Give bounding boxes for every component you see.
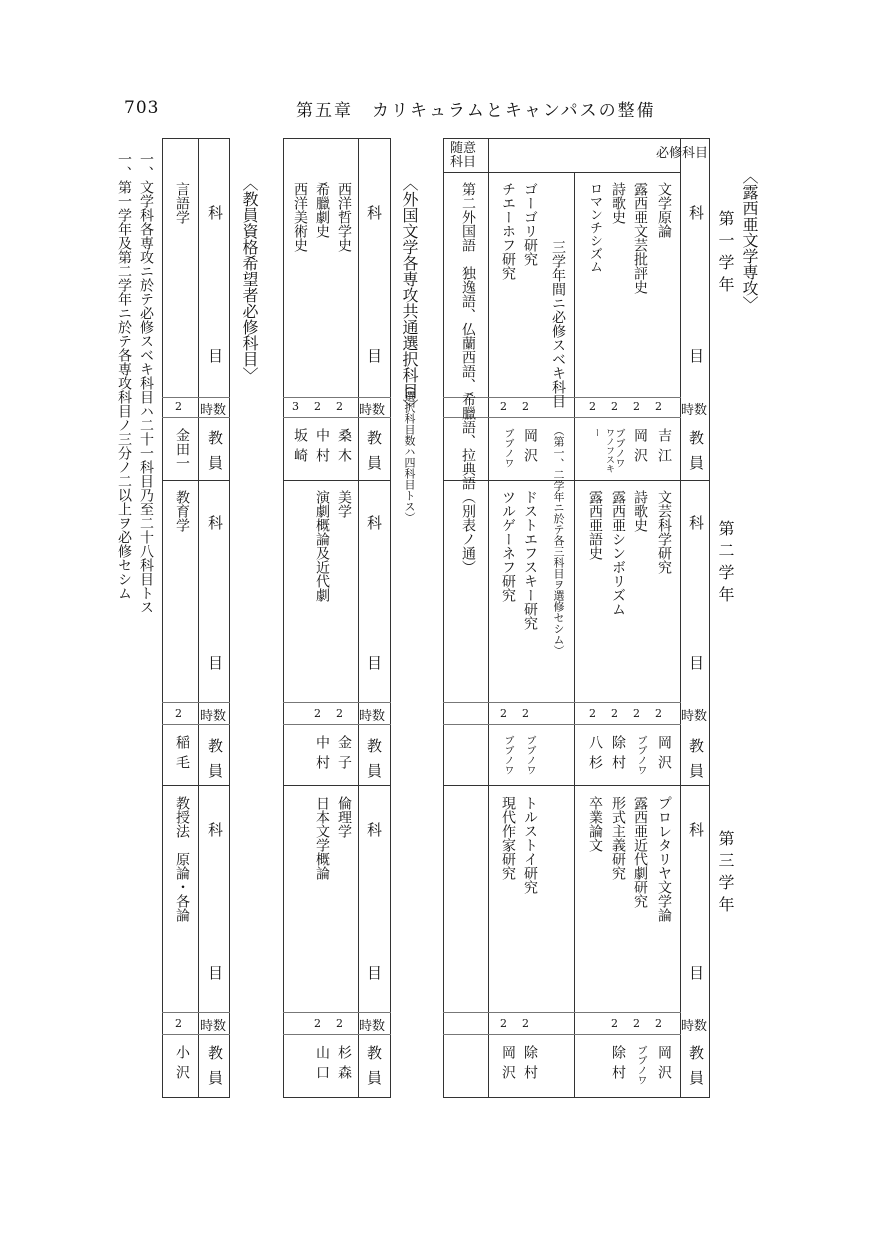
hours: 2 [175, 400, 182, 413]
teacher: 稲毛 [174, 735, 190, 775]
subject: チエーホフ研究 [500, 182, 516, 280]
col-subject-b: 目 [365, 348, 383, 363]
col-teacher-b: 員 [206, 763, 224, 778]
subject: 露西亜文芸批評史 [632, 182, 648, 294]
col-subject-a: 科 [687, 822, 705, 837]
category-elective: 随意科目 [450, 141, 477, 170]
year1-header: 第一学年 [716, 210, 735, 298]
teacher: ブブノワ [613, 428, 624, 468]
year2-header: 第二学年 [716, 520, 735, 608]
mid-note: 三学年間ニ必修スベキ科目 [550, 240, 566, 408]
col-teacher-a: 教 [365, 1045, 383, 1060]
teacher: 山口 [314, 1045, 330, 1085]
section2-title: 〈外国文学各専攻共通選択科目〉 [400, 175, 419, 415]
subject: プロレタリヤ文学論 [656, 796, 672, 922]
teacher: ブブノワ [635, 1045, 646, 1085]
subject: 現代作家研究 [500, 796, 516, 880]
col-teacher-b: 員 [206, 455, 224, 470]
col-subject-b: 目 [206, 655, 224, 670]
hours: 2 [655, 1017, 662, 1030]
hours: 2 [175, 1017, 182, 1030]
subject: 詩歌史 [610, 182, 626, 224]
hours: 2 [655, 400, 662, 413]
col-subject-a: 科 [687, 205, 705, 220]
teacher: 岡沢 [500, 1045, 516, 1085]
col-hours: 時数 [681, 403, 708, 418]
subject: トルストイ研究 [522, 796, 538, 894]
col-hours: 時数 [681, 1019, 708, 1034]
col-hours: 時数 [359, 403, 386, 418]
subject: 露西亜語史 [587, 490, 603, 560]
col-hours: 時数 [200, 709, 227, 724]
note-1: 一、文学科各専攻ニ於テ必修スベキ科目ハ二十一科目乃至二十八科目トス [138, 152, 154, 614]
hours: 2 [522, 400, 529, 413]
hours: 2 [336, 1017, 343, 1030]
hours: 2 [522, 707, 529, 720]
teacher: 吉江 [656, 428, 672, 468]
subject: 西洋哲学史 [336, 182, 352, 252]
col-subject-b: 目 [687, 965, 705, 980]
section2-table [283, 138, 391, 1098]
teacher: 中村 [314, 735, 330, 775]
hours: 3 [292, 400, 299, 413]
col-teacher-b: 員 [365, 455, 383, 470]
subject: ツルゲーネフ研究 [500, 490, 516, 602]
col-teacher-a: 教 [206, 738, 224, 753]
col-subject-b: 目 [687, 348, 705, 363]
hours: 2 [655, 707, 662, 720]
hours: 2 [611, 1017, 618, 1030]
subject: 露西亜近代劇研究 [632, 796, 648, 908]
col-subject-a: 科 [206, 515, 224, 530]
subject: 教育学 [174, 490, 190, 532]
teacher: 金子 [336, 735, 352, 775]
hours: 2 [589, 400, 596, 413]
teacher: ブブノワ [524, 735, 535, 775]
subject: 卒業論文 [587, 796, 603, 852]
col-teacher-b: 員 [687, 455, 705, 470]
col-hours: 時数 [359, 1019, 386, 1034]
subject: 形式主義研究 [610, 796, 626, 880]
teacher: 除村 [610, 735, 626, 775]
hours: 2 [314, 707, 321, 720]
hours: 2 [314, 1017, 321, 1030]
col-teacher-a: 教 [206, 1045, 224, 1060]
teacher: 坂崎 [292, 428, 308, 468]
section1-table [443, 138, 710, 1098]
col-teacher-b: 員 [365, 763, 383, 778]
subject: 露西亜シンボリズム [610, 490, 626, 616]
hours: 2 [633, 1017, 640, 1030]
col-teacher-a: 教 [687, 430, 705, 445]
teacher: 岡沢 [656, 1045, 672, 1085]
teacher: 中村 [314, 428, 330, 468]
subject: 希臘劇史 [314, 182, 330, 238]
col-teacher-a: 教 [687, 1045, 705, 1060]
subject: ゴーゴリ研究 [522, 182, 538, 266]
subject: 文学原論 [656, 182, 672, 238]
hours: 2 [633, 400, 640, 413]
section2-note: （選択科目数ハ四科目トス） [403, 380, 416, 523]
subject: 言語学 [174, 182, 190, 224]
teacher: ブブノワ [502, 735, 513, 775]
col-hours: 時数 [200, 1019, 227, 1034]
hours: 2 [336, 400, 343, 413]
year3-header: 第三学年 [716, 830, 735, 918]
subject: ドストエフスキー研究 [522, 490, 538, 630]
subject: 演劇概論及近代劇 [314, 490, 330, 602]
col-subject-a: 科 [206, 205, 224, 220]
subject: 西洋美術史 [292, 182, 308, 252]
subject: 日本文学概論 [314, 796, 330, 880]
col-teacher-b: 員 [687, 763, 705, 778]
teacher: ブブノワ [635, 735, 646, 775]
col-subject-b: 目 [206, 965, 224, 980]
col-subject-a: 科 [365, 822, 383, 837]
subject: ロマンチシズム [587, 182, 602, 273]
col-teacher-b: 員 [206, 1070, 224, 1085]
subject: 教授法 原論・各論 [174, 796, 190, 922]
section3-table [162, 138, 230, 1098]
teacher: 除村 [522, 1045, 538, 1085]
section1-title: 〈露西亜文学専攻〉 [740, 168, 759, 312]
hours: 2 [633, 707, 640, 720]
teacher: 岡沢 [632, 428, 648, 468]
col-subject-b: 目 [365, 965, 383, 980]
col-teacher-a: 教 [206, 430, 224, 445]
category-required: 必修科目 [656, 146, 709, 161]
teacher: 杉森 [336, 1045, 352, 1085]
col-subject-a: 科 [365, 205, 383, 220]
teacher: 桑木 [336, 428, 352, 468]
teacher: 八杉 [587, 735, 603, 775]
teacher: ワノフスキー [591, 428, 614, 473]
subject: 詩歌史 [632, 490, 648, 532]
col-teacher-a: 教 [365, 430, 383, 445]
hours: 2 [522, 1017, 529, 1030]
section3-title: 〈教員資格希望者必修科目〉 [240, 175, 259, 383]
running-head: 第五章 カリキュラムとキャンパスの整備 [296, 101, 656, 121]
col-subject-a: 科 [206, 822, 224, 837]
col-teacher-a: 教 [365, 738, 383, 753]
page-number: 703 [124, 98, 160, 118]
hours: 2 [175, 707, 182, 720]
col-subject-a: 科 [687, 515, 705, 530]
col-hours: 時数 [359, 709, 386, 724]
col-subject-b: 目 [365, 655, 383, 670]
teacher: 岡沢 [522, 428, 538, 468]
mid-note-sub: （第一、二学年ニ於テ各三科目ヲ選修セシム） [552, 425, 565, 656]
teacher: 金田一 [174, 428, 190, 470]
hours: 2 [500, 1017, 507, 1030]
note-2: 一、第一学年及第二学年ニ於テ各専攻科目ノ三分ノ二以上ヲ必修セシム [116, 152, 132, 600]
teacher: 岡沢 [656, 735, 672, 775]
col-hours: 時数 [200, 403, 227, 418]
col-subject-a: 科 [365, 515, 383, 530]
hours: 2 [611, 707, 618, 720]
hours: 2 [314, 400, 321, 413]
elective-text: 第二外国語 独逸語、仏蘭西語、希臘語、拉典語（別表ノ通） [460, 182, 476, 574]
teacher: ブブノワ [502, 428, 513, 468]
col-subject-b: 目 [206, 348, 224, 363]
col-subject-b: 目 [687, 655, 705, 670]
hours: 2 [500, 707, 507, 720]
col-teacher-a: 教 [687, 738, 705, 753]
teacher: 除村 [610, 1045, 626, 1085]
subject: 文芸科学研究 [656, 490, 672, 574]
col-teacher-b: 員 [687, 1070, 705, 1085]
hours: 2 [336, 707, 343, 720]
hours: 2 [589, 707, 596, 720]
subject: 美学 [336, 490, 352, 518]
hours: 2 [611, 400, 618, 413]
subject: 倫理学 [336, 796, 352, 838]
hours: 2 [500, 400, 507, 413]
teacher: 小沢 [174, 1045, 190, 1085]
col-teacher-b: 員 [365, 1070, 383, 1085]
col-hours: 時数 [681, 709, 708, 724]
